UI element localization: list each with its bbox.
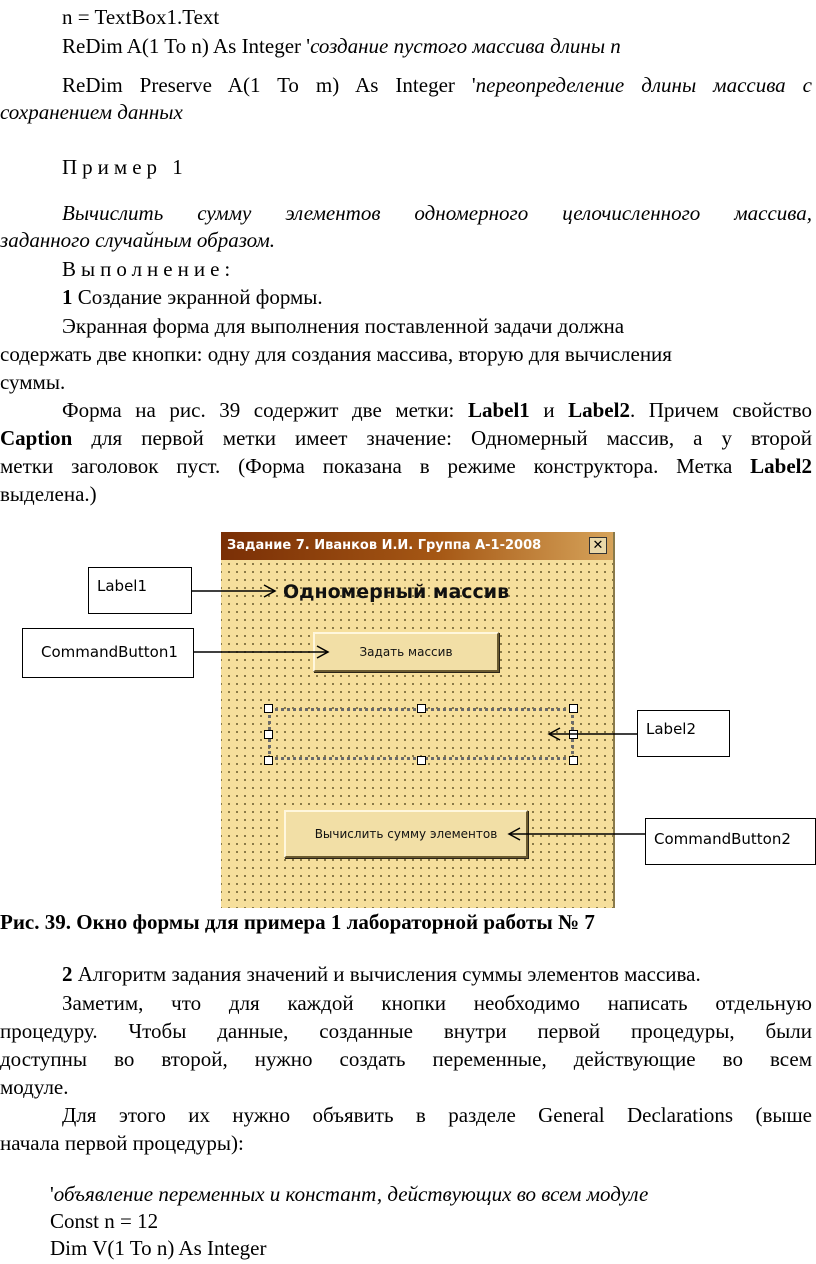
section2-heading xyxy=(62,961,701,988)
code-line-const: Const n = 12 xyxy=(50,1209,159,1233)
text: Форма на рис. 39 содержит две метки: xyxy=(62,398,468,422)
label1-control: Одномерный массив xyxy=(283,581,510,603)
paragraph-line: Экранная форма для выполнения поставленной задачи должна xyxy=(62,314,625,338)
callout-label1: Label1 xyxy=(88,567,192,614)
step-title: Создание экранной формы. xyxy=(72,285,323,309)
paragraph-line: Для этого их нужно объявить в разделе General Declarations (выше xyxy=(62,1103,812,1127)
code-comment: объявление переменных и констант, действующих во всем модуле xyxy=(53,1182,649,1206)
step-number: 1 xyxy=(62,285,73,309)
commandbutton2-control[interactable]: Вычислить сумму элементов xyxy=(284,810,528,858)
callout-label2: Label2 xyxy=(637,710,730,757)
example-heading: Пример 1 xyxy=(62,155,188,179)
paragraph-line: Заметим, что для каждой кнопки необходимо написать отдельную xyxy=(62,991,812,1015)
text: для первой метки имеет значение: Одномерный массив, а у второй xyxy=(72,426,812,450)
code-text: ReDim Preserve A(1 To m) As Integer ' xyxy=(62,73,476,97)
close-icon[interactable]: ✕ xyxy=(589,537,607,554)
comment-mark: ' xyxy=(50,1182,54,1206)
paragraph-line: начала первой процедуры): xyxy=(0,1131,244,1155)
task-text: заданного случайным образом. xyxy=(0,228,275,252)
paragraph-line: содержать две кнопки: одну для создания массива, вторую для вычисления xyxy=(0,342,672,366)
step-number: 2 xyxy=(62,962,73,986)
callout-commandbutton1: CommandButton1 xyxy=(22,628,194,678)
code-comment: сохранением данных xyxy=(0,100,183,124)
bold-term: Label2 xyxy=(750,454,812,478)
code-comment-line xyxy=(50,1181,648,1208)
paragraph-line: суммы. xyxy=(0,370,66,394)
form-title: Задание 7. Иванков И.И. Группа А-1-2008 xyxy=(227,538,542,553)
code-comment: переопределение длины массива с xyxy=(475,73,812,97)
paragraph-line: доступны во второй, нужно создать переменные, действующие во всем xyxy=(0,1047,812,1071)
step-title: Алгоритм задания значений и вычисления суммы элементов массива. xyxy=(72,962,701,986)
text: . Причем свойство xyxy=(629,398,812,422)
code-text: ReDim A(1 To n) As Integer ' xyxy=(62,34,311,58)
commandbutton1-control[interactable]: Задать массив xyxy=(313,632,499,672)
code-line-dim: Dim V(1 To n) As Integer xyxy=(50,1236,267,1260)
paragraph-line: модуле. xyxy=(0,1075,69,1099)
paragraph-line: выделена.) xyxy=(0,482,97,506)
figure-caption: Рис. 39. Окно формы для примера 1 лабораторной работы № 7 xyxy=(0,910,595,934)
code-line-textbox: n = TextBox1.Text xyxy=(62,5,220,29)
execution-heading: Выполнение: xyxy=(62,257,236,281)
bold-term: Label1 xyxy=(467,398,530,422)
text: метки заголовок пуст. (Форма показана в режиме конструктора. Метка xyxy=(0,454,751,478)
paragraph-line: процедуру. Чтобы данные, созданные внутри первой процедуры, были xyxy=(0,1019,812,1043)
code-comment: создание пустого массива длины n xyxy=(310,34,621,58)
task-text: Вычислить сумму элементов одномерного целочисленного массива, xyxy=(62,201,812,225)
text: и xyxy=(529,398,569,422)
callout-commandbutton2: CommandButton2 xyxy=(645,818,816,865)
bold-term: Label2 xyxy=(568,398,630,422)
bold-term: Caption xyxy=(0,426,73,450)
